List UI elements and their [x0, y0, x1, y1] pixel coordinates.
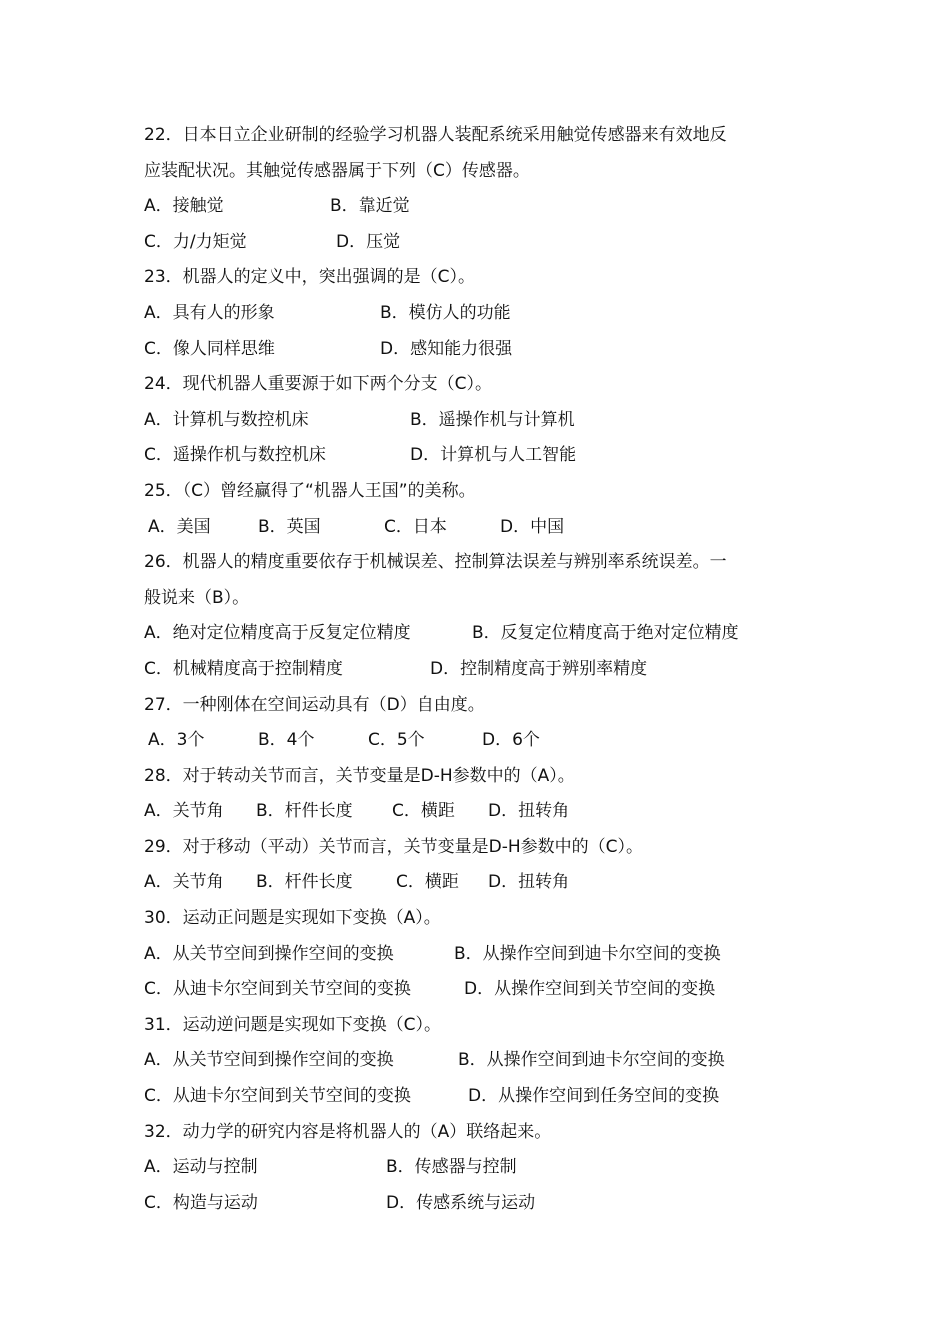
question-25: 25．（C）曾经赢得了“机器人王国”的美称。 [144, 480, 476, 501]
question-22-line-2: 应装配状况。其触觉传感器属于下列（C）传感器。 [144, 160, 530, 181]
question-22-options-row-2 [144, 225, 824, 261]
question-27-options [144, 723, 824, 759]
option-c: C．遥操作机与数控机床 [144, 445, 326, 466]
question-30-options-row-2 [144, 972, 824, 1008]
option-a: A．具有人的形象 [144, 302, 275, 323]
option-b: B．反复定位精度高于绝对定位精度 [472, 623, 739, 644]
option-a: A．从关节空间到操作空间的变换 [144, 943, 394, 964]
question-22-options-row-1 [144, 189, 824, 225]
option-d: D．控制精度高于辨别率精度 [430, 658, 648, 679]
option-a: A．运动与控制 [144, 1157, 258, 1178]
option-a: A．美国 [148, 516, 211, 537]
option-a: A．从关节空间到操作空间的变换 [144, 1050, 394, 1071]
question-list [144, 118, 824, 1221]
question-27: 27．一种刚体在空间运动具有（D）自由度。 [144, 694, 485, 715]
question-31: 31．运动逆问题是实现如下变换（C）。 [144, 1014, 442, 1035]
option-d: D．传感系统与运动 [386, 1192, 536, 1213]
option-c: C．机械精度高于控制精度 [144, 658, 343, 679]
option-b: B．遥操作机与计算机 [410, 409, 575, 430]
option-b: B．4个 [258, 730, 315, 751]
option-c: C．横距 [396, 872, 459, 893]
option-b: B．从操作空间到迪卡尔空间的变换 [454, 943, 721, 964]
question-23-options-row-1 [144, 296, 824, 332]
option-d: D．从操作空间到任务空间的变换 [468, 1086, 720, 1107]
option-c: C．日本 [384, 516, 447, 537]
option-b: B．模仿人的功能 [380, 302, 511, 323]
option-b: B．传感器与控制 [386, 1157, 517, 1178]
option-d: D．扭转角 [488, 801, 570, 822]
option-a: A．绝对定位精度高于反复定位精度 [144, 623, 411, 644]
question-30-options-row-1 [144, 937, 824, 973]
question-26-options-row-2 [144, 652, 824, 688]
option-b: B．从操作空间到迪卡尔空间的变换 [458, 1050, 725, 1071]
question-28-options [144, 794, 824, 830]
option-c: C．力/力矩觉 [144, 231, 247, 252]
question-28: 28．对于转动关节而言，关节变量是D-H参数中的（A）。 [144, 765, 575, 786]
option-d: D．计算机与人工智能 [410, 445, 577, 466]
question-30: 30．运动正问题是实现如下变换（A）。 [144, 908, 441, 929]
option-c: C．从迪卡尔空间到关节空间的变换 [144, 979, 411, 1000]
option-a: A．3个 [148, 730, 205, 751]
question-32-options-row-1 [144, 1150, 824, 1186]
option-c: C．5个 [368, 730, 425, 751]
question-24-options-row-2 [144, 438, 824, 474]
question-22-line-1: 22．日本日立企业研制的经验学习机器人装配系统采用触觉传感器来有效地反 [144, 125, 727, 145]
option-d: D．感知能力很强 [380, 338, 513, 359]
question-32: 32．动力学的研究内容是将机器人的（A）联络起来。 [144, 1121, 552, 1142]
option-b: B．靠近觉 [330, 196, 410, 217]
question-32-options-row-2 [144, 1186, 824, 1222]
option-d: D．中国 [500, 516, 565, 537]
option-b: B．杆件长度 [256, 872, 353, 893]
question-24-options-row-1 [144, 403, 824, 439]
question-31-options-row-2 [144, 1079, 824, 1115]
option-b: B．英国 [258, 516, 321, 537]
question-26-options-row-1 [144, 616, 824, 652]
question-31-options-row-1 [144, 1043, 824, 1079]
option-a: A．计算机与数控机床 [144, 409, 309, 430]
question-26-line-2: 般说来（B）。 [144, 587, 250, 608]
option-b: B．杆件长度 [256, 801, 353, 822]
question-24: 24．现代机器人重要源于如下两个分支（C）。 [144, 374, 493, 395]
option-d: D．压觉 [336, 231, 401, 252]
option-a: A．关节角 [144, 872, 224, 893]
option-d: D．6个 [482, 730, 540, 751]
option-c: C．构造与运动 [144, 1192, 258, 1213]
question-23-options-row-2 [144, 332, 824, 368]
option-c: C．横距 [392, 801, 455, 822]
option-c: C．像人同样思维 [144, 338, 275, 359]
option-a: A．接触觉 [144, 196, 224, 217]
question-26-line-1: 26．机器人的精度重要依存于机械误差、控制算法误差与辨别率系统误差。一 [144, 552, 727, 573]
question-23: 23．机器人的定义中，突出强调的是（C）。 [144, 267, 476, 288]
option-d: D．扭转角 [488, 872, 570, 893]
question-25-options [144, 510, 824, 546]
option-c: C．从迪卡尔空间到关节空间的变换 [144, 1086, 411, 1107]
question-29-options [144, 865, 824, 901]
question-29: 29．对于移动（平动）关节而言，关节变量是D-H参数中的（C）。 [144, 836, 644, 857]
option-d: D．从操作空间到关节空间的变换 [464, 979, 716, 1000]
option-a: A．关节角 [144, 801, 224, 822]
